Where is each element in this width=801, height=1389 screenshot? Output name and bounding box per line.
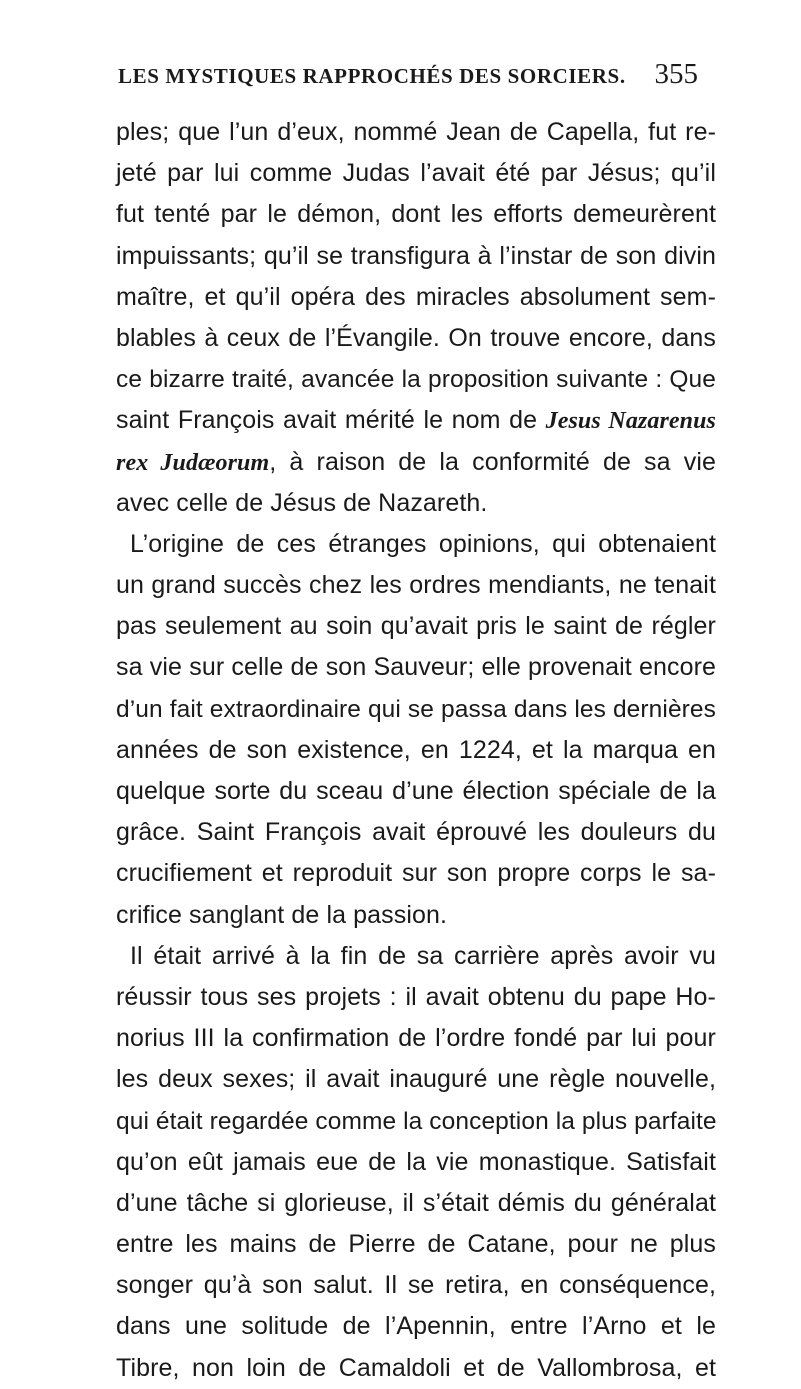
text-line: jeté par lui comme Judas l’avait été par Jésus; qu’il <box>116 159 716 188</box>
text-line: blables à ceux de l’Évangile. On trouve encore, dans <box>116 323 716 352</box>
text-line: années de son existence, en 1224, et la marqua en <box>116 735 716 764</box>
text-line: un grand succès chez les ordres mendiants, ne tenait <box>116 571 716 600</box>
text-line: réussir tous ses projets : il avait obtenu du pape Ho- <box>116 982 716 1011</box>
text-line: Il était arrivé à la fin de sa carrière après avoir vu <box>130 941 716 970</box>
text-line: maître, et qu’il opéra des miracles absolument sem- <box>116 282 716 311</box>
text-line: d’une tâche si glorieuse, il s’était démis du généralat <box>116 1188 716 1217</box>
text-line: qu’on eût jamais eue de la vie monastique. Satisfait <box>116 1147 716 1176</box>
text-line: dans une solitude de l’Apennin, entre l’Arno et le <box>116 1312 716 1341</box>
text-line: avec celle de Jésus de Nazareth. <box>116 488 488 517</box>
text-line: qui était regardée comme la conception la plus parfaite <box>116 1107 717 1135</box>
running-title: LES MYSTIQUES RAPPROCHÉS DES SORCIERS. <box>118 64 626 88</box>
text-line: songer qu’à son salut. Il se retira, en conséquence, <box>116 1271 716 1300</box>
body-text <box>116 112 716 1389</box>
italic-latin-phrase: rex Judæorum <box>116 449 270 476</box>
page-number: 355 <box>654 58 698 90</box>
text-line: d’un fait extraordinaire qui se passa dans les dernières <box>116 695 716 723</box>
text-line: crifice sanglant de la passion. <box>116 900 448 929</box>
text-line: rex Judæorum, à raison de la conformité de sa vie <box>116 447 716 476</box>
text-line: L’origine de ces étranges opinions, qui obtenaient <box>130 529 716 558</box>
italic-latin-phrase: Jesus Nazarenus <box>545 408 716 435</box>
text-line: fut tenté par le démon, dont les efforts demeurèrent <box>116 200 716 229</box>
text-line: Tibre, non loin de Camaldoli et de Vallombrosa, et <box>116 1353 716 1382</box>
text-line: saint François avait mérité le nom de Jesus Nazarenus <box>116 406 716 435</box>
text-line: pas seulement au soin qu’avait pris le saint de régler <box>116 612 716 641</box>
text-line: ce bizarre traité, avancée la proposition suivante : Que <box>116 366 716 394</box>
text-line: entre les mains de Pierre de Catane, pour ne plus <box>116 1230 716 1259</box>
text-line: quelque sorte du sceau d’une élection spéciale de la <box>116 777 716 805</box>
text-line: norius III la confirmation de l’ordre fondé par lui pour <box>116 1024 716 1053</box>
text-line: sa vie sur celle de son Sauveur; elle provenait encore <box>116 653 716 682</box>
running-head <box>118 58 698 98</box>
text-line: grâce. Saint François avait éprouvé les douleurs du <box>116 818 716 847</box>
text-line: ples; que l’un d’eux, nommé Jean de Capella, fut re- <box>116 118 716 146</box>
text-line: crucifiement et reproduit sur son propre corps le sa- <box>116 859 716 888</box>
text-line: les deux sexes; il avait inauguré une règle nouvelle, <box>116 1065 716 1094</box>
text-line: impuissants; qu’il se transfigura à l’instar de son divin <box>116 241 716 270</box>
